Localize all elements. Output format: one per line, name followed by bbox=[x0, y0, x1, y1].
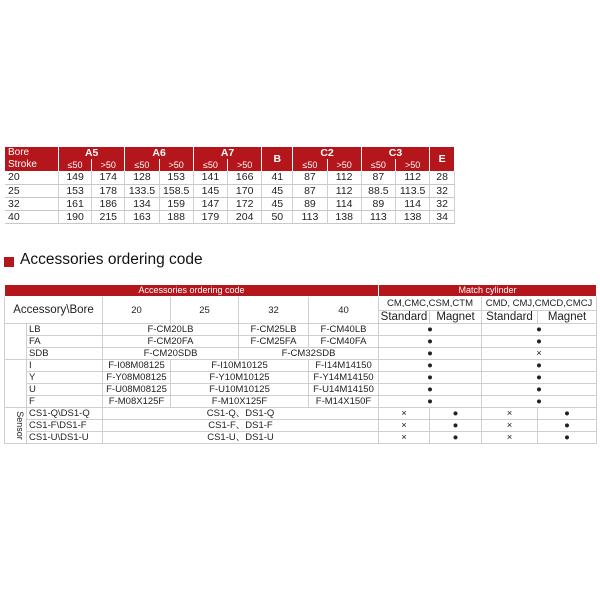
group-header-b: B bbox=[262, 147, 293, 171]
order-code: F-I14M14150 bbox=[309, 360, 379, 372]
match-mark: ● bbox=[379, 396, 482, 408]
dimension-value: 87 bbox=[293, 184, 327, 197]
match-mark: ● bbox=[482, 396, 597, 408]
dimension-value: 145 bbox=[193, 184, 227, 197]
order-code: F-CM20SDB bbox=[103, 348, 239, 360]
accessory-name: CS1-F\DS1-F bbox=[27, 420, 103, 432]
group-header-e: E bbox=[430, 147, 455, 171]
table-row bbox=[5, 197, 455, 210]
subheader-gt50: >50 bbox=[327, 159, 361, 171]
dimension-value: 50 bbox=[262, 210, 293, 223]
match-mark: ● bbox=[430, 408, 482, 420]
match-mark: ● bbox=[430, 420, 482, 432]
dimension-value: 128 bbox=[125, 171, 159, 184]
table-subheader-row bbox=[5, 159, 455, 171]
order-code: F-M10X125F bbox=[171, 396, 309, 408]
match-mark: × bbox=[482, 432, 538, 444]
dimension-value: 166 bbox=[228, 171, 262, 184]
group-header-a7: A7 bbox=[193, 147, 261, 159]
order-code: F-CM32SDB bbox=[239, 348, 379, 360]
match-cylinder-header: Match cylinder bbox=[379, 285, 597, 297]
dimension-value: 112 bbox=[396, 171, 430, 184]
dimension-value: 113.5 bbox=[396, 184, 430, 197]
order-code: CS1-F、DS1-F bbox=[103, 420, 379, 432]
accessory-name: F bbox=[27, 396, 103, 408]
subheader-le50: ≤50 bbox=[193, 159, 227, 171]
magnet-label: Magnet bbox=[430, 311, 482, 324]
dimension-value: 112 bbox=[327, 184, 361, 197]
dimension-value: 159 bbox=[159, 197, 193, 210]
subheader-gt50: >50 bbox=[159, 159, 193, 171]
dimension-value: 153 bbox=[59, 184, 92, 197]
match-mark: ● bbox=[482, 360, 597, 372]
dimension-value: 134 bbox=[125, 197, 159, 210]
subheader-le50: ≤50 bbox=[293, 159, 327, 171]
cylinder-group-1: CM,CMC,CSM,CTM bbox=[379, 297, 482, 311]
subheader-gt50: >50 bbox=[92, 159, 125, 171]
dimension-value: 190 bbox=[59, 210, 92, 223]
order-code: F-M08X125F bbox=[103, 396, 171, 408]
accessory-name: CS1-Q\DS1-Q bbox=[27, 408, 103, 420]
accessory-name: CS1-U\DS1-U bbox=[27, 432, 103, 444]
match-mark: ● bbox=[379, 348, 482, 360]
table-row bbox=[5, 384, 597, 396]
order-code: F-Y14M14150 bbox=[309, 372, 379, 384]
dimension-value: 149 bbox=[59, 171, 92, 184]
dimension-value: 161 bbox=[59, 197, 92, 210]
table-row bbox=[5, 184, 455, 197]
match-mark: ● bbox=[482, 324, 597, 336]
order-code: CS1-Q、DS1-Q bbox=[103, 408, 379, 420]
accessory-bore-label: Accessory\Bore bbox=[5, 297, 103, 324]
order-code: F-CM40FA bbox=[309, 336, 379, 348]
table-row bbox=[5, 324, 597, 336]
subheader-le50: ≤50 bbox=[59, 159, 92, 171]
accessories-table bbox=[4, 284, 597, 444]
match-mark: ● bbox=[379, 336, 482, 348]
group-header-c2: C2 bbox=[293, 147, 361, 159]
bore-40: 40 bbox=[309, 297, 379, 324]
match-mark: ● bbox=[482, 336, 597, 348]
match-mark: × bbox=[379, 420, 430, 432]
table-row bbox=[5, 432, 597, 444]
subheader-le50: ≤50 bbox=[125, 159, 159, 171]
table-row bbox=[5, 171, 455, 184]
mounting-category bbox=[5, 324, 27, 360]
dimension-value: 87 bbox=[361, 171, 395, 184]
subheader-gt50: >50 bbox=[228, 159, 262, 171]
dimension-value: 163 bbox=[125, 210, 159, 223]
cylinder-group-2: CMD, CMJ,CMCD,CMCJ bbox=[482, 297, 597, 311]
order-code: F-M14X150F bbox=[309, 396, 379, 408]
order-code: F-U14M14150 bbox=[309, 384, 379, 396]
dimension-value: 45 bbox=[262, 184, 293, 197]
dimension-value: 141 bbox=[193, 171, 227, 184]
order-code: F-CM25LB bbox=[239, 324, 309, 336]
dimension-value: 45 bbox=[262, 197, 293, 210]
dimension-value: 215 bbox=[92, 210, 125, 223]
match-mark: ● bbox=[430, 432, 482, 444]
accessory-name: FA bbox=[27, 336, 103, 348]
match-mark: ● bbox=[538, 408, 597, 420]
table-row bbox=[5, 348, 597, 360]
dimension-value: 188 bbox=[159, 210, 193, 223]
subheader-gt50: >50 bbox=[396, 159, 430, 171]
dimension-value: 32 bbox=[430, 197, 455, 210]
match-mark: × bbox=[379, 432, 430, 444]
bore-header-row bbox=[5, 297, 597, 311]
table-row bbox=[5, 396, 597, 408]
dimension-value: 204 bbox=[228, 210, 262, 223]
dimension-value: 186 bbox=[92, 197, 125, 210]
order-code: F-Y10M10125 bbox=[171, 372, 309, 384]
table-row bbox=[5, 408, 597, 420]
sensor-category bbox=[5, 408, 27, 444]
order-code: F-CM20LB bbox=[103, 324, 239, 336]
dimension-value: 179 bbox=[193, 210, 227, 223]
group-header-a6: A6 bbox=[125, 147, 193, 159]
section-title: Accessories ordering code bbox=[20, 251, 203, 268]
match-mark: ● bbox=[538, 420, 597, 432]
accessory-name: I bbox=[27, 360, 103, 372]
table-row bbox=[5, 420, 597, 432]
group-header-a5: A5 bbox=[59, 147, 125, 159]
group-header-c3: C3 bbox=[361, 147, 429, 159]
accessories-header-row bbox=[5, 285, 597, 297]
dimension-value: 158.5 bbox=[159, 184, 193, 197]
bore-value: 25 bbox=[5, 184, 59, 197]
dimension-value: 138 bbox=[396, 210, 430, 223]
bore-header: Bore bbox=[5, 147, 59, 159]
accessory-name: LB bbox=[27, 324, 103, 336]
match-mark: ● bbox=[379, 360, 482, 372]
accessories-codes-header: Accessories ordering code bbox=[5, 285, 379, 297]
order-code: CS1-U、DS1-U bbox=[103, 432, 379, 444]
bore-32: 32 bbox=[239, 297, 309, 324]
table-row bbox=[5, 336, 597, 348]
dimension-value: 28 bbox=[430, 171, 455, 184]
sensor-category-label: Sensor bbox=[14, 411, 25, 440]
table-header-row bbox=[5, 147, 455, 159]
dimension-value: 114 bbox=[396, 197, 430, 210]
stroke-header: Stroke bbox=[5, 159, 59, 171]
match-mark: ● bbox=[379, 384, 482, 396]
dimension-value: 133.5 bbox=[125, 184, 159, 197]
dimension-value: 87 bbox=[293, 171, 327, 184]
order-code: F-U10M10125 bbox=[171, 384, 309, 396]
connect-category bbox=[5, 360, 27, 408]
dimension-value: 32 bbox=[430, 184, 455, 197]
bore-20: 20 bbox=[103, 297, 171, 324]
magnet-label: Magnet bbox=[538, 311, 597, 324]
dimension-value: 114 bbox=[327, 197, 361, 210]
match-mark: × bbox=[482, 420, 538, 432]
dimension-value: 89 bbox=[293, 197, 327, 210]
stroke-table-body bbox=[5, 171, 455, 223]
dimension-value: 174 bbox=[92, 171, 125, 184]
dimension-value: 153 bbox=[159, 171, 193, 184]
order-code: F-Y08M08125 bbox=[103, 372, 171, 384]
section-bullet bbox=[4, 257, 14, 267]
table-row bbox=[5, 360, 597, 372]
dimension-value: 41 bbox=[262, 171, 293, 184]
order-code: F-U08M08125 bbox=[103, 384, 171, 396]
dimension-value: 34 bbox=[430, 210, 455, 223]
accessory-name: Y bbox=[27, 372, 103, 384]
match-mark: ● bbox=[482, 372, 597, 384]
match-mark: × bbox=[482, 348, 597, 360]
dimension-value: 112 bbox=[327, 171, 361, 184]
match-mark: ● bbox=[379, 372, 482, 384]
table-row bbox=[5, 210, 455, 223]
dimension-value: 138 bbox=[327, 210, 361, 223]
match-mark: ● bbox=[538, 432, 597, 444]
stroke-dimension-table bbox=[5, 147, 455, 224]
standard-label: Standard bbox=[482, 311, 538, 324]
order-code: F-I10M10125 bbox=[171, 360, 309, 372]
order-code: F-CM40LB bbox=[309, 324, 379, 336]
dimension-value: 113 bbox=[293, 210, 327, 223]
match-mark: ● bbox=[482, 384, 597, 396]
dimension-value: 170 bbox=[228, 184, 262, 197]
table-row bbox=[5, 372, 597, 384]
order-code: F-I08M08125 bbox=[103, 360, 171, 372]
order-code: F-CM25FA bbox=[239, 336, 309, 348]
dimension-value: 172 bbox=[228, 197, 262, 210]
dimension-value: 88.5 bbox=[361, 184, 395, 197]
bore-value: 40 bbox=[5, 210, 59, 223]
dimension-value: 147 bbox=[193, 197, 227, 210]
bore-value: 32 bbox=[5, 197, 59, 210]
match-mark: ● bbox=[379, 324, 482, 336]
bore-25: 25 bbox=[171, 297, 239, 324]
dimension-value: 113 bbox=[361, 210, 395, 223]
dimension-value: 178 bbox=[92, 184, 125, 197]
accessory-name: SDB bbox=[27, 348, 103, 360]
bore-value: 20 bbox=[5, 171, 59, 184]
dimension-value: 89 bbox=[361, 197, 395, 210]
match-mark: × bbox=[482, 408, 538, 420]
subheader-le50: ≤50 bbox=[361, 159, 395, 171]
accessory-name: U bbox=[27, 384, 103, 396]
standard-label: Standard bbox=[379, 311, 430, 324]
match-mark: × bbox=[379, 408, 430, 420]
order-code: F-CM20FA bbox=[103, 336, 239, 348]
